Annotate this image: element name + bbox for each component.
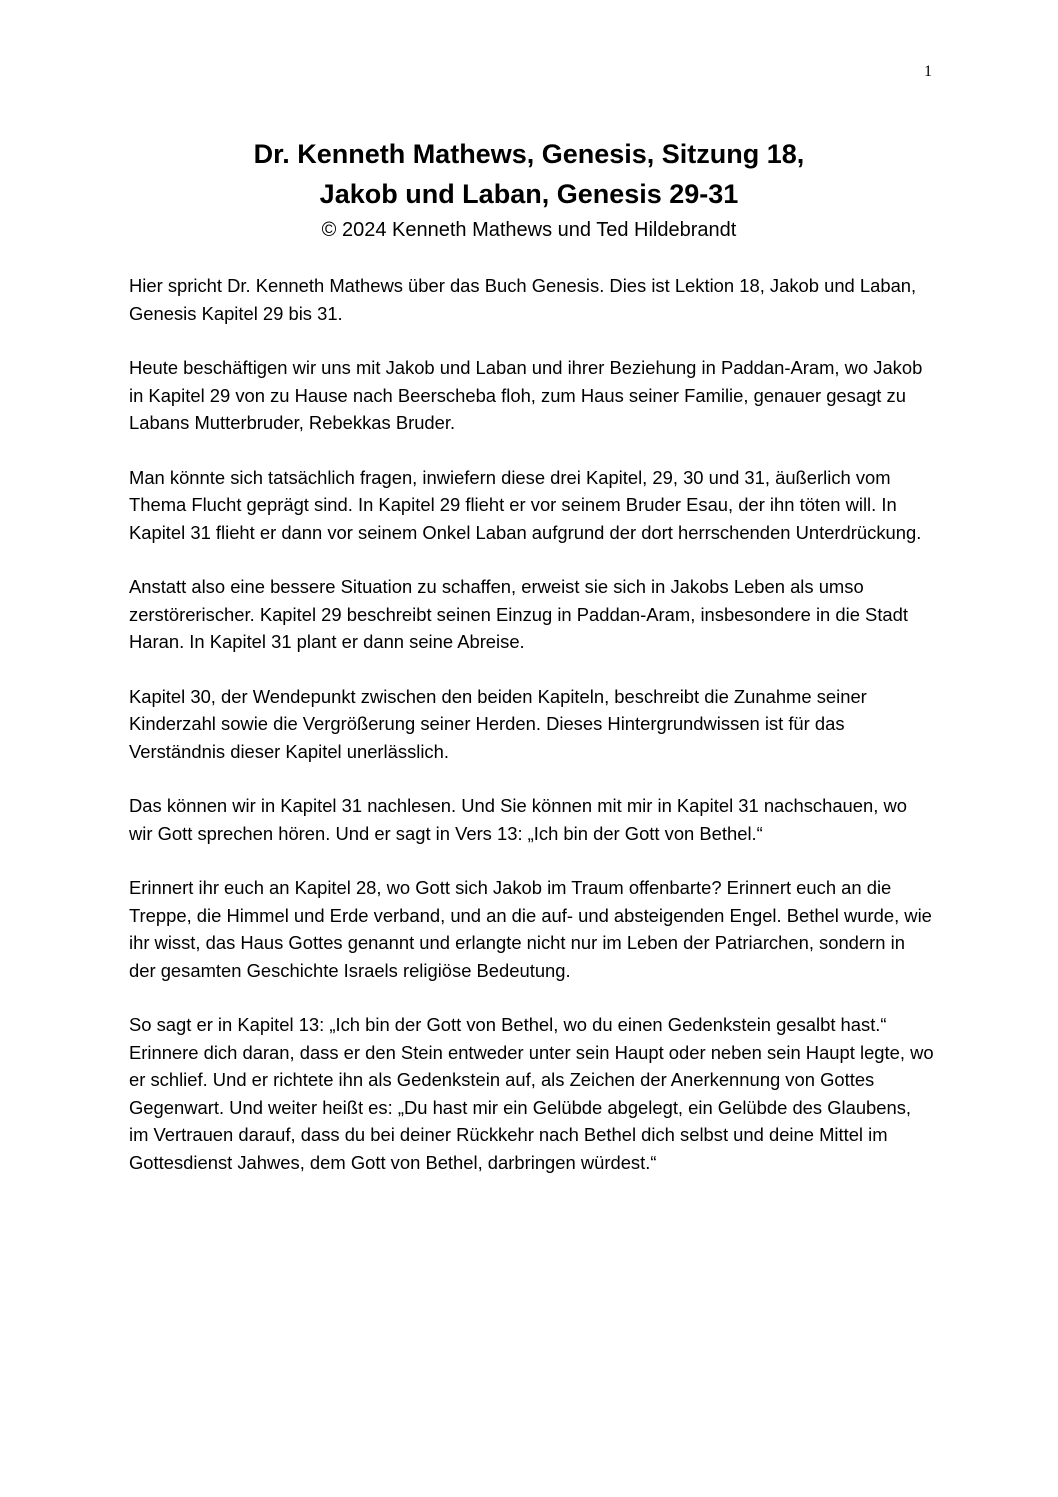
document-body [129,272,935,1203]
copyright-notice: © 2024 Kenneth Mathews und Ted Hildebrandt [321,219,737,241]
document-header [0,134,1058,245]
title-line-2: Jakob und Laban, Genesis 29-31 [319,179,739,209]
paragraph-3: Man könnte sich tatsächlich fragen, inwiefern diese drei Kapitel, 29, 30 und 31, äußerlich vom Thema Flucht geprägt sind. In Kapitel 29 flieht er vor seinem Bruder Esau, der ihn töten will. In Kapitel 31 flieht er dann vor seinem Onkel Laban aufgrund der dort herrschenden Unterdrückung. [129,466,922,543]
title-line-1: Dr. Kenneth Mathews, Genesis, Sitzung 18, [253,139,805,169]
paragraph-7: Erinnert ihr euch an Kapitel 28, wo Gott sich Jakob im Traum offenbarte? Erinnert euch an die Treppe, die Himmel und Erde verband, und an die auf- und absteigenden Engel. Bethel wurde, wie ihr wisst, das Haus Gottes genannt und erlangte nicht nur im Leben der Patriarchen, sondern in der gesamten Geschichte Israels religiöse Bedeutung. [129,877,932,981]
paragraph-8: So sagt er in Kapitel 13: „Ich bin der Gott von Bethel, wo du einen Gedenkstein gesalbt hast.“ Erinnere dich daran, dass er den Stein entweder unter sein Haupt oder neben sein Haupt legte, wo er schlief. Und er richtete ihn als Gedenkstein auf, als Zeichen der Anerkennung von Gottes Gegenwart. Und weiter heißt es: „Du hast mir ein Gelübde abgelegt, ein Gelübde des Glaubens, im Vertrauen darauf, dass du bei deiner Rückkehr nach Bethel dich selbst und deine Mittel im Gottesdienst Jahwes, dem Gott von Bethel, darbringen würdest.“ [129,1014,934,1173]
paragraph-4: Anstatt also eine bessere Situation zu schaffen, erweist sie sich in Jakobs Leben als umso zerstörerischer. Kapitel 29 beschreibt seinen Einzug in Paddan-Aram, insbesondere in die Stadt Haran. In Kapitel 31 plant er dann seine Abreise. [129,576,908,652]
paragraph-6: Das können wir in Kapitel 31 nachlesen. Und Sie können mit mir in Kapitel 31 nachschauen, wo wir Gott sprechen hören. Und er sagt in Vers 13: „Ich bin der Gott von Bethel.“ [129,795,907,844]
paragraph-2: Heute beschäftigen wir uns mit Jakob und Laban und ihrer Beziehung in Paddan-Aram, wo Jakob in Kapitel 29 von zu Hause nach Beerscheba floh, zum Haus seiner Familie, genauer gesagt zu Labans Mutterbruder, Rebekkas Bruder. [129,357,923,433]
paragraph-5: Kapitel 30, der Wendepunkt zwischen den beiden Kapiteln, beschreibt die Zunahme seiner Kinderzahl sowie die Vergrößerung seiner Herden. Dieses Hintergrundwissen ist für das Verständnis dieser Kapitel unerlässlich. [129,685,867,762]
paragraph-1: Hier spricht Dr. Kenneth Mathews über das Buch Genesis. Dies ist Lektion 18, Jakob und Laban, Genesis Kapitel 29 bis 31. [129,275,917,324]
page-number: 1 [924,63,932,80]
